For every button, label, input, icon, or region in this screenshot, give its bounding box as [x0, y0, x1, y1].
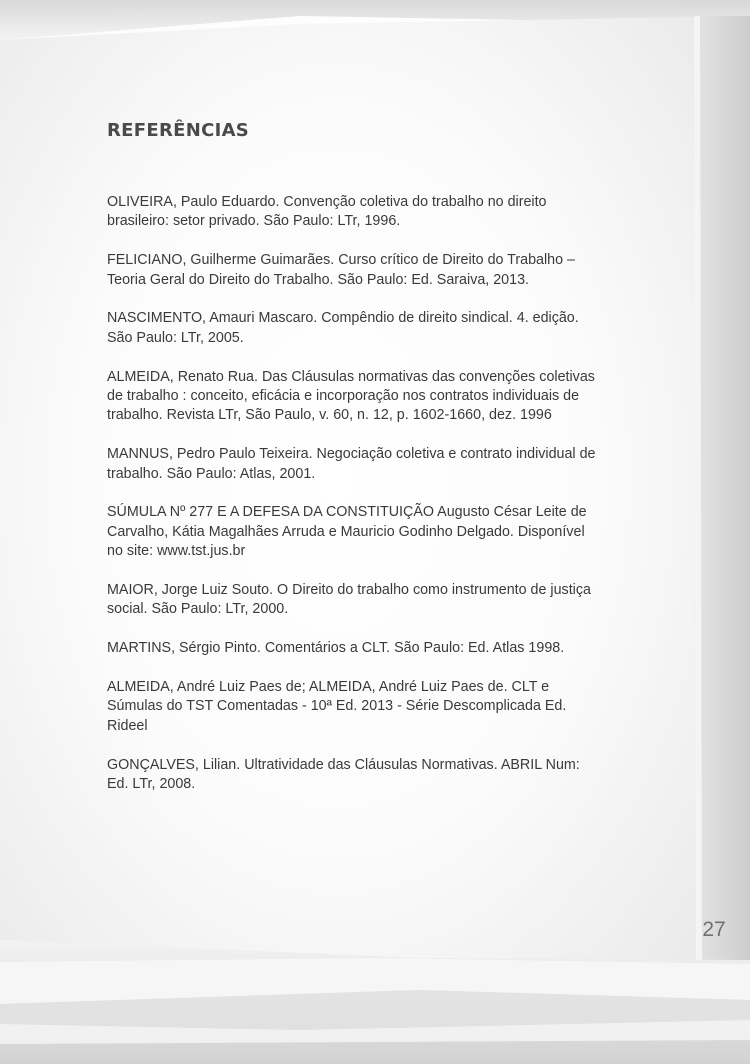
references-section — [107, 118, 597, 814]
reference-item: FELICIANO, Guilherme Guimarães. Curso crítico de Direito do Trabalho – Teoria Geral do Direito do Trabalho. São Paulo: Ed. Saraiva, 2013. — [107, 252, 576, 288]
reference-item: MANNUS, Pedro Paulo Teixeira. Negociação coletiva e contrato individual de trabalho. São Paulo: Atlas, 2001. — [107, 446, 596, 482]
reference-item: NASCIMENTO, Amauri Mascaro. Compêndio de direito sindical. 4. edição. São Paulo: LTr, 2005. — [107, 310, 579, 346]
reference-item: MAIOR, Jorge Luiz Souto. O Direito do trabalho como instrumento de justiça social. São Paulo: LTr, 2000. — [107, 582, 591, 618]
reference-item: OLIVEIRA, Paulo Eduardo. Convenção coletiva do trabalho no direito brasileiro: setor privado. São Paulo: LTr, 1996. — [107, 194, 547, 230]
reference-list — [107, 193, 597, 794]
page-number: 27 — [702, 918, 726, 941]
reference-item: ALMEIDA, André Luiz Paes de; ALMEIDA, André Luiz Paes de. CLT e Súmulas do TST Comentadas - 10ª Ed. 2013 - Série Descomplicada Ed. Rideel — [107, 679, 567, 734]
reference-item: MARTINS, Sérgio Pinto. Comentários a CLT. São Paulo: Ed. Atlas 1998. — [107, 640, 565, 657]
page-title: REFERÊNCIAS — [107, 120, 250, 141]
reference-item: SÚMULA Nº 277 E A DEFESA DA CONSTITUIÇÃO Augusto César Leite de Carvalho, Kátia Magalhães Arruda e Mauricio Godinho Delgado. Disponível no site: www.tst.jus.br — [107, 504, 587, 560]
reference-item: ALMEIDA, Renato Rua. Das Cláusulas normativas das convenções coletivas de trabalho : conceito, eficácia e incorporação nos contratos individuais de trabalho. Revista LTr, São Paulo, v. 60, n. 12, p. 1602-1660, dez. 1996 — [107, 368, 595, 424]
reference-item: GONÇALVES, Lilian. Ultratividade das Cláusulas Normativas. ABRIL Num: Ed. LTr, 2008. — [107, 756, 580, 793]
